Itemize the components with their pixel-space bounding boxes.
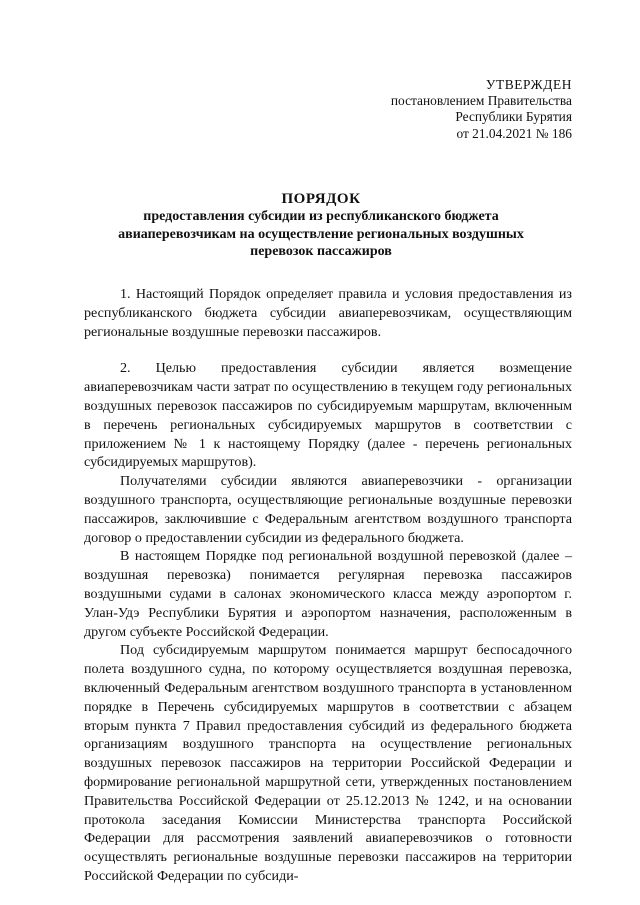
approval-stamp [292, 77, 572, 142]
paragraph-3: Получателями субсидии являются авиаперевозчики - организации воздушного транспорта, осуществляющие региональные воздушные перевозки пассажиров, заключившие с Федеральным агентством воздушного транспорта договор о предоставлении субсидии из федерального бюджета. [84, 473, 572, 546]
approval-title: УТВЕРЖДЕН [485, 77, 572, 92]
document-heading [96, 190, 546, 261]
paragraph-1: 1. Настоящий Порядок определяет правила и условия предоставления из республиканского бюджета субсидии авиаперевозчикам, осуществляющим региональные воздушные перевозки пассажиров. [84, 286, 572, 340]
document-title: ПОРЯДОК [281, 191, 361, 207]
document-body [84, 285, 572, 886]
paragraph-4: В настоящем Порядке под региональной воздушной перевозкой (далее – воздушная перевозка) понимается регулярная перевозка пассажиров воздушными судами в салонах экономического класса между аэропортом г. Улан-Удэ Республики Бурятия и аэропортом назначения, расположенным в другом субъекте Российской Федерации. [84, 548, 572, 640]
approval-line-issuer: постановлением Правительства [390, 93, 572, 109]
approval-line-region: Республики Бурятия [455, 109, 572, 125]
paragraph-2: 2. Целью предоставления субсидии является возмещение авиаперевозчикам части затрат по осуществлению в текущем году региональных воздушных перевозок пассажиров по субсидируемым маршрутам, включенным в перечень региональных субсидируемых маршрутов в соответствии с приложением № 1 к настоящему Порядку (далее - перечень региональных субсидируемых маршрутов). [84, 360, 572, 471]
paragraph-5: Под субсидируемым маршрутом понимается маршрут беспосадочного полета воздушного судна, по которому осуществляется воздушная перевозка, включенный Федеральным агентством воздушного транспорта в установленном порядке в Перечень субсидируемых маршрутов в соответствии с абзацем вторым пункта 7 Правил предоставления субсидий из федерального бюджета организациям воздушного транспорта на осуществление региональных воздушных перевозок пассажиров на территории Российской Федерации и формирование региональной маршрутной сети, утвержденных постановлением Правительства Российской Федерации от 25.12.2013 № 1242, и на основании протокола заседания Комиссии Министерства транспорта Российской Федерации для рассмотрения заявлений авиаперевозчиков о готовности осуществлять региональные воздушные перевозки пассажиров на территории Российской Федерации по субсиди- [84, 642, 572, 884]
approval-line-date: от 21.04.2021 № 186 [456, 125, 572, 141]
document-subtitle: предоставления субсидии из республиканского бюджета авиаперевозчикам на осуществление региональных воздушных перевозок пассажиров [118, 209, 524, 259]
